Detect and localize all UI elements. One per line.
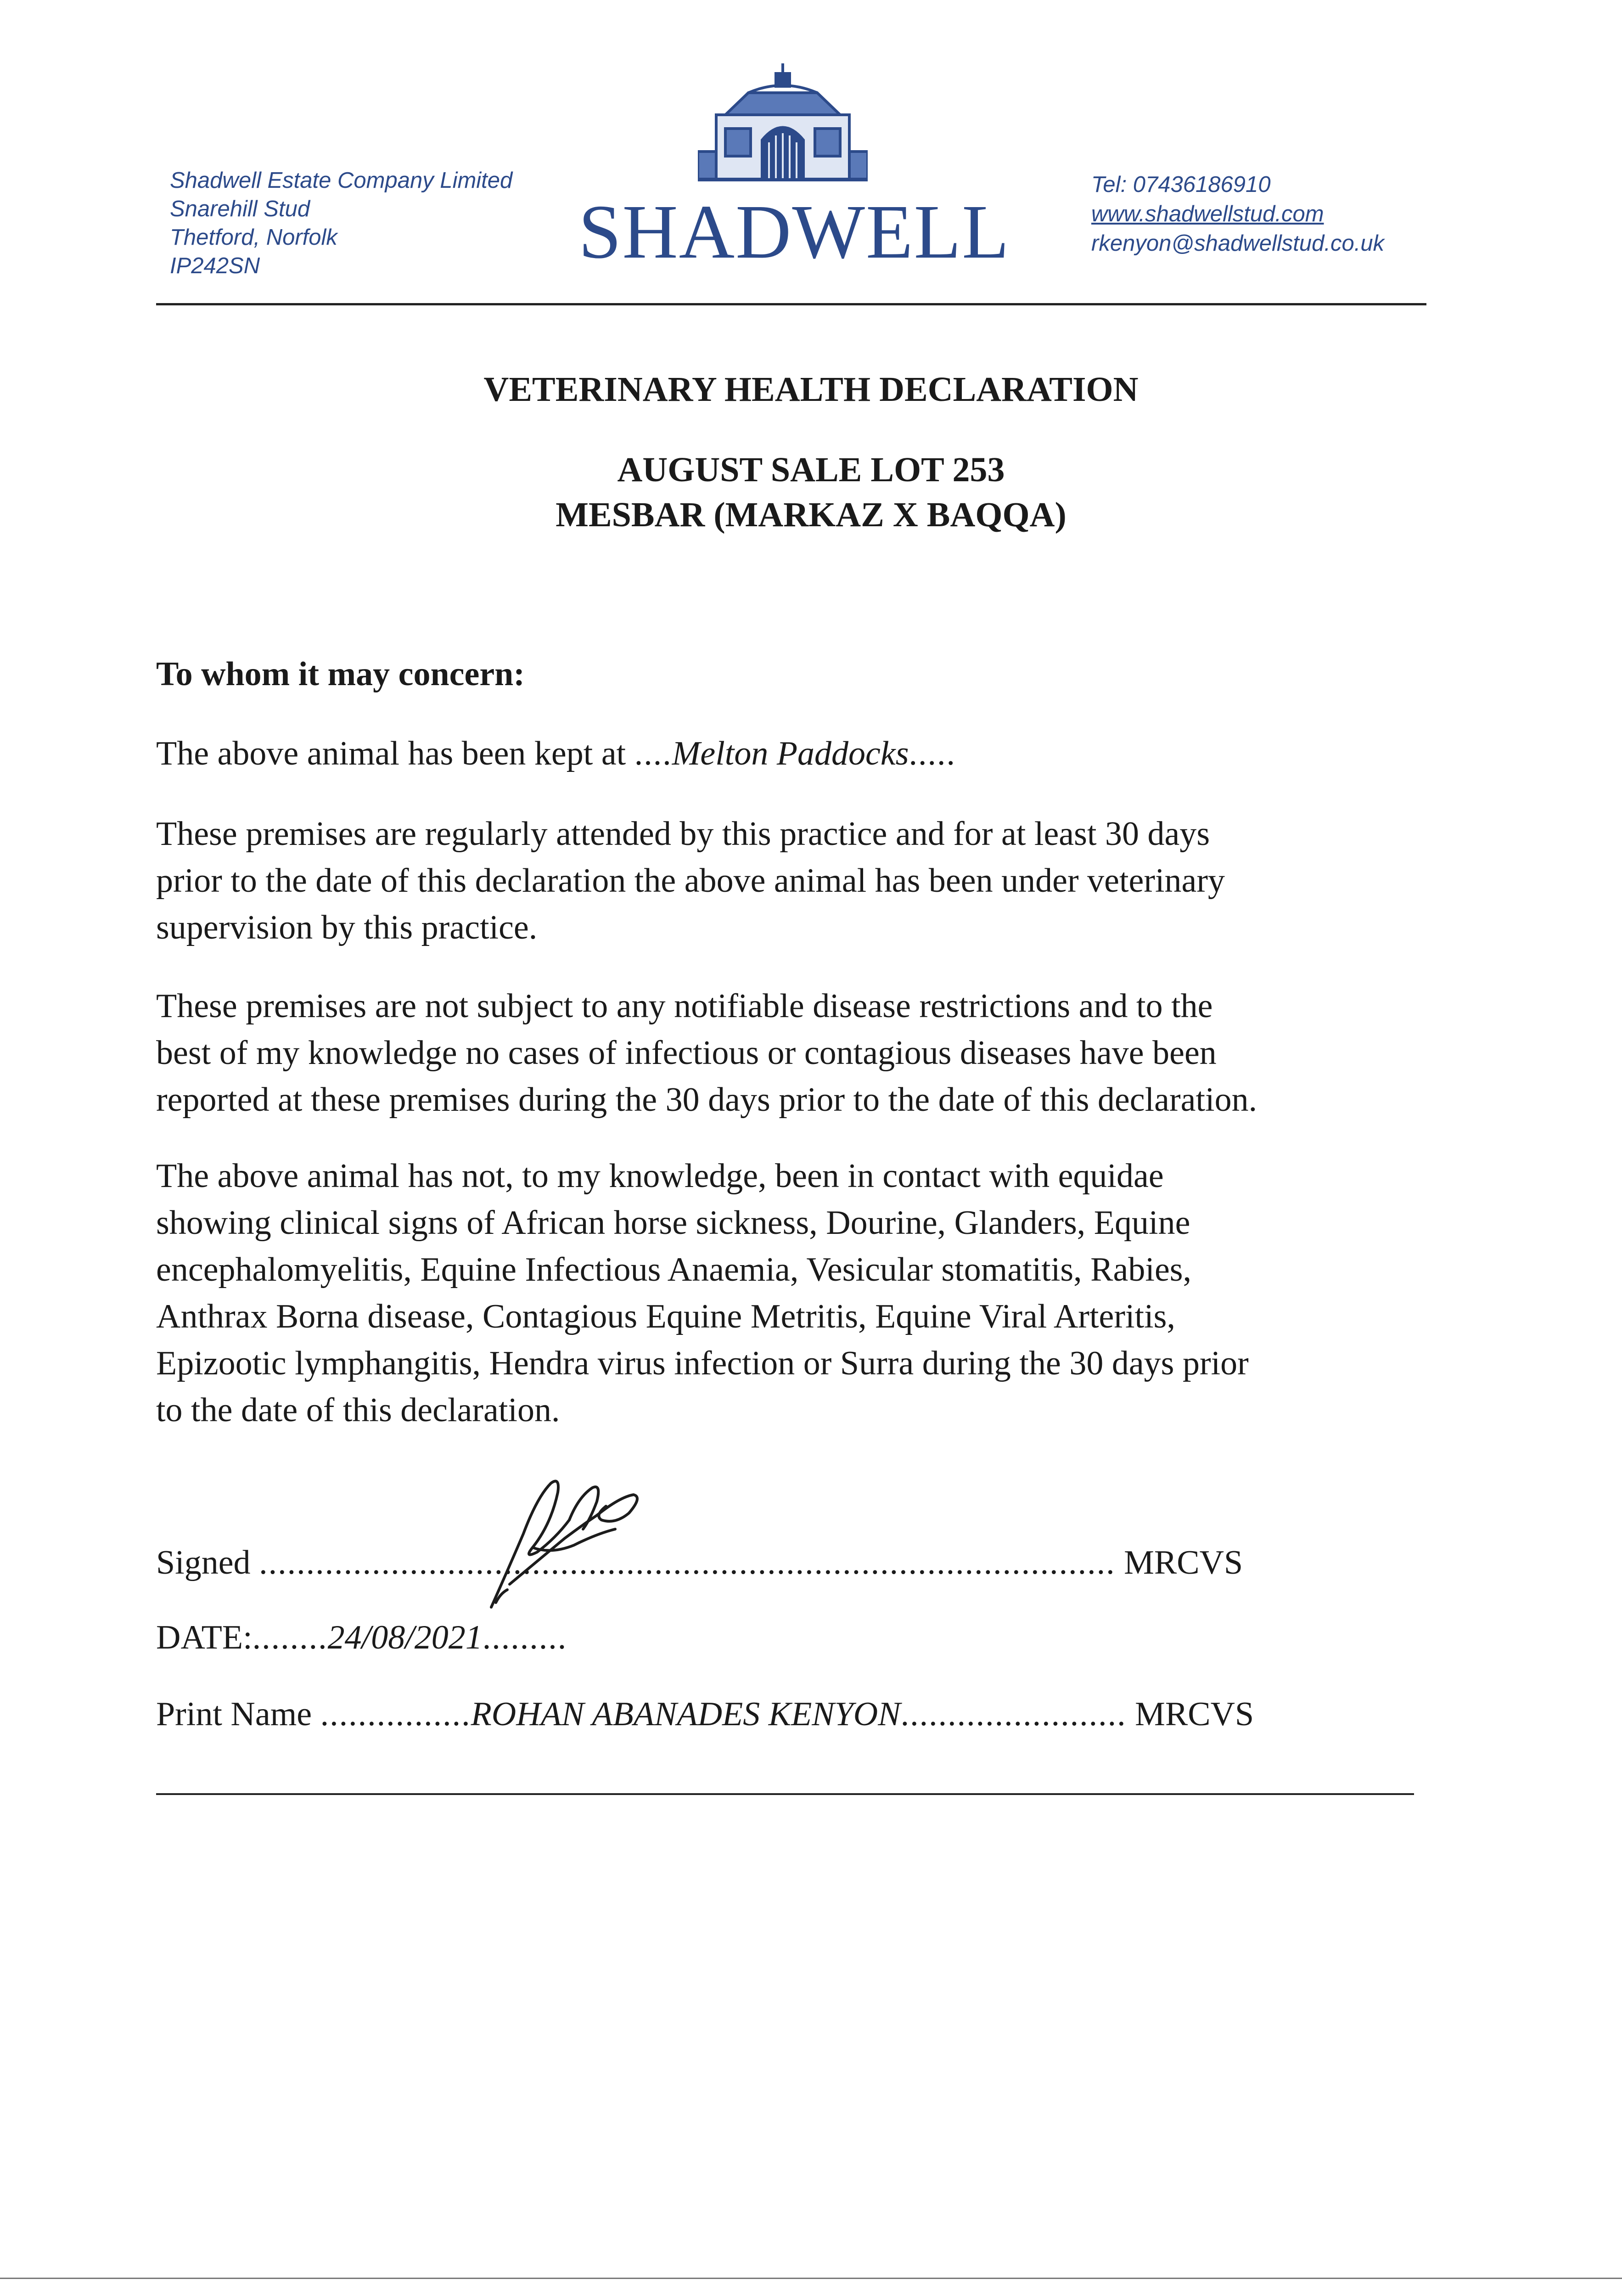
address-line-company: Shadwell Estate Company Limited — [170, 168, 513, 193]
handwritten-signature — [482, 1469, 647, 1616]
date-dots-after: ......... — [482, 1619, 567, 1656]
paragraph-line: prior to the date of this declaration the above animal has been under veterinary — [156, 862, 1225, 900]
signed-label: Signed — [156, 1544, 251, 1581]
kept-at-line — [156, 730, 1478, 777]
gate-building-icon — [698, 60, 868, 188]
kept-dots-before: .... — [634, 735, 672, 772]
letterhead-divider — [156, 303, 1426, 305]
print-name-value: ROHAN ABANADES KENYON — [471, 1695, 901, 1733]
address-line-postcode: IP242SN — [170, 253, 260, 278]
date-value: 24/08/2021 — [327, 1619, 483, 1656]
print-name-suffix: MRCVS — [1135, 1695, 1254, 1733]
signature-divider — [156, 1793, 1414, 1795]
print-dots-before: ................ — [320, 1695, 471, 1733]
print-name-label: Print Name — [156, 1695, 312, 1733]
paragraph-line: Epizootic lymphangitis, Hendra virus infection or Surra during the 30 days prior — [156, 1345, 1249, 1382]
paragraph-line: supervision by this practice. — [156, 909, 538, 946]
contact-email[interactable]: rkenyon@shadwellstud.co.uk — [1091, 231, 1385, 256]
signed-suffix: MRCVS — [1124, 1544, 1243, 1581]
horse-title: MESBAR (MARKAZ X BAQQA) — [556, 495, 1066, 534]
document-title: VETERINARY HEALTH DECLARATION — [483, 370, 1139, 409]
brand-logo-text: SHADWELL — [578, 189, 1010, 275]
date-row — [156, 1615, 567, 1660]
contact-website-link[interactable]: www.shadwellstud.com — [1091, 202, 1324, 226]
address-line-stud: Snarehill Stud — [170, 197, 310, 221]
lot-title: AUGUST SALE LOT 253 — [617, 450, 1005, 489]
paragraph-line: These premises are regularly attended by this practice and for at least 30 days — [156, 815, 1210, 853]
paragraph-contact-equidae — [156, 1153, 1478, 1434]
kept-location: Melton Paddocks — [672, 735, 909, 772]
page-bottom-edge — [0, 2278, 1622, 2279]
paragraph-line: Anthrax Borna disease, Contagious Equine Metritis, Equine Viral Arteritis, — [156, 1298, 1175, 1335]
paragraph-line: encephalomyelitis, Equine Infectious Anaemia, Vesicular stomatitis, Rabies, — [156, 1251, 1192, 1289]
date-label: DATE: — [156, 1619, 253, 1656]
paragraph-line: The above animal has not, to my knowledge, been in contact with equidae — [156, 1157, 1164, 1195]
paragraph-restrictions — [156, 983, 1478, 1123]
paragraph-line: to the date of this declaration. — [156, 1391, 560, 1429]
print-dots-after: ........................ — [900, 1695, 1127, 1733]
signed-dots: ........................................................................................... — [259, 1544, 1116, 1581]
paragraph-line: showing clinical signs of African horse sickness, Dourine, Glanders, Equine — [156, 1204, 1190, 1242]
address-line-town: Thetford, Norfolk — [170, 225, 337, 250]
letterhead-address — [170, 166, 629, 280]
date-dots-before: ........ — [252, 1619, 328, 1656]
paragraph-line: reported at these premises during the 30 days prior to the date of this declaration. — [156, 1081, 1257, 1119]
paragraph-line: These premises are not subject to any notifiable disease restrictions and to the — [156, 987, 1213, 1025]
signed-row — [156, 1541, 1243, 1585]
paragraph-line: best of my knowledge no cases of infectious or contagious diseases have been — [156, 1034, 1217, 1072]
print-name-row — [156, 1692, 1254, 1736]
kept-dots-after: ..... — [909, 735, 956, 772]
contact-tel: Tel: 07436186910 — [1091, 172, 1271, 197]
salutation: To whom it may concern: — [156, 655, 525, 693]
paragraph-attendance — [156, 810, 1478, 951]
kept-prefix: The above animal has been kept at — [156, 735, 634, 772]
letterhead-contact — [1091, 170, 1504, 258]
